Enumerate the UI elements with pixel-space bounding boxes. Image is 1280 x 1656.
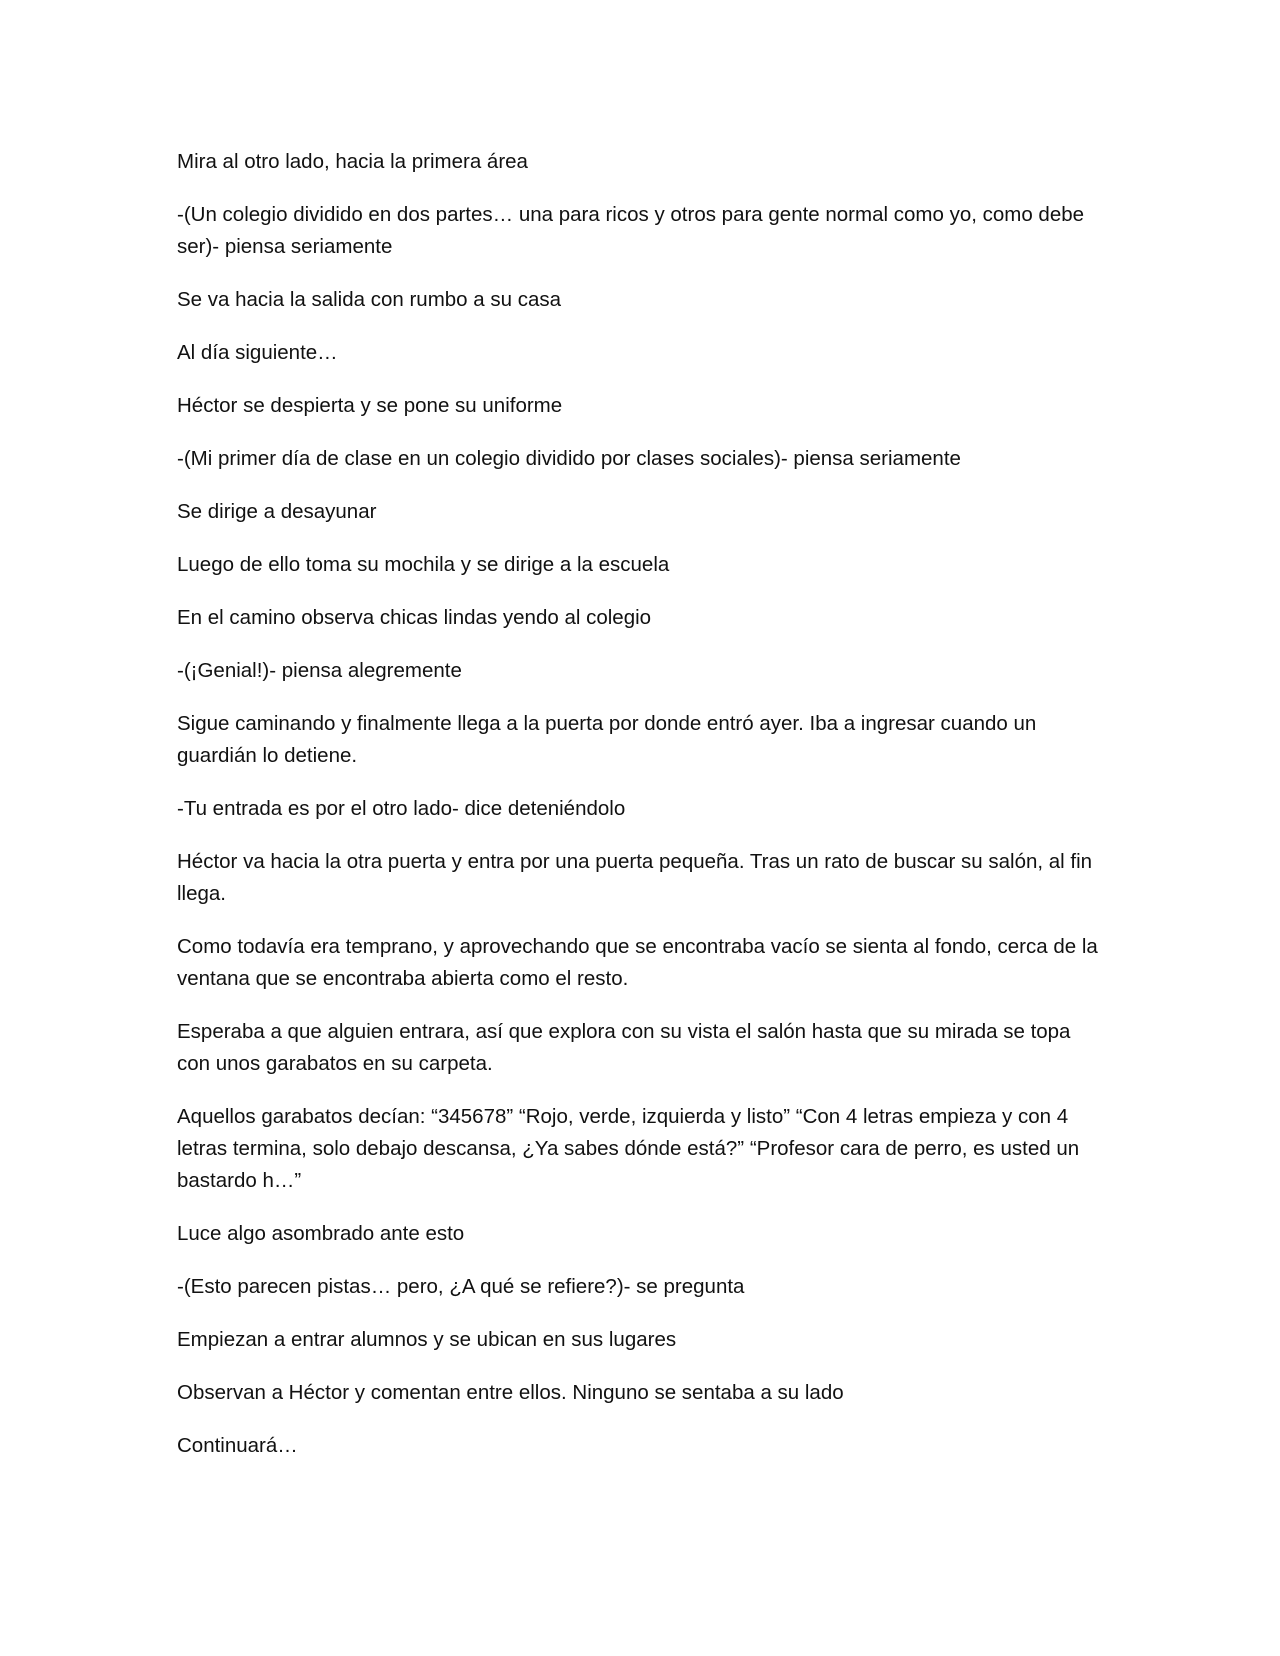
paragraph: Se dirige a desayunar xyxy=(177,500,377,523)
paragraph: Observan a Héctor y comentan entre ellos. Ninguno se sentaba a su lado xyxy=(177,1381,844,1404)
paragraph: Aquellos garabatos decían: “345678” “Rojo, verde, izquierda y listo” “Con 4 letras empieza y con 4 letras termina, solo debajo descansa, ¿Ya sabes dónde está?” “Profesor cara de perro, es usted un bastardo h…” xyxy=(177,1105,1080,1192)
paragraph: Mira al otro lado, hacia la primera área xyxy=(177,150,528,173)
document-body xyxy=(177,146,1107,1483)
paragraph: -(Mi primer día de clase en un colegio dividido por clases sociales)- piensa seriamente xyxy=(177,447,961,470)
paragraph: Héctor va hacia la otra puerta y entra por una puerta pequeña. Tras un rato de buscar su salón, al fin llega. xyxy=(177,850,1093,905)
paragraph: Luego de ello toma su mochila y se dirige a la escuela xyxy=(177,553,670,576)
paragraph: Héctor se despierta y se pone su uniforme xyxy=(177,394,563,417)
paragraph: -(¡Genial!)- piensa alegremente xyxy=(177,659,462,682)
paragraph: Como todavía era temprano, y aprovechando que se encontraba vacío se sienta al fondo, cerca de la ventana que se encontraba abierta como el resto. xyxy=(177,935,1098,990)
paragraph: Se va hacia la salida con rumbo a su casa xyxy=(177,288,562,311)
paragraph: Esperaba a que alguien entrara, así que explora con su vista el salón hasta que su mirada se topa con unos garabatos en su carpeta. xyxy=(177,1020,1071,1075)
paragraph: Continuará… xyxy=(177,1434,298,1457)
paragraph: Empiezan a entrar alumnos y se ubican en sus lugares xyxy=(177,1328,677,1351)
paragraph: Sigue caminando y finalmente llega a la puerta por donde entró ayer. Iba a ingresar cuando un guardián lo detiene. xyxy=(177,712,1037,767)
paragraph: -Tu entrada es por el otro lado- dice deteniéndolo xyxy=(177,797,626,820)
paragraph: Al día siguiente… xyxy=(177,341,338,364)
paragraph: -(Esto parecen pistas… pero, ¿A qué se refiere?)- se pregunta xyxy=(177,1275,745,1298)
paragraph: Luce algo asombrado ante esto xyxy=(177,1222,465,1245)
paragraph: En el camino observa chicas lindas yendo al colegio xyxy=(177,606,652,629)
paragraph: -(Un colegio dividido en dos partes… una para ricos y otros para gente normal como yo, como debe ser)- piensa seriamente xyxy=(177,203,1085,258)
